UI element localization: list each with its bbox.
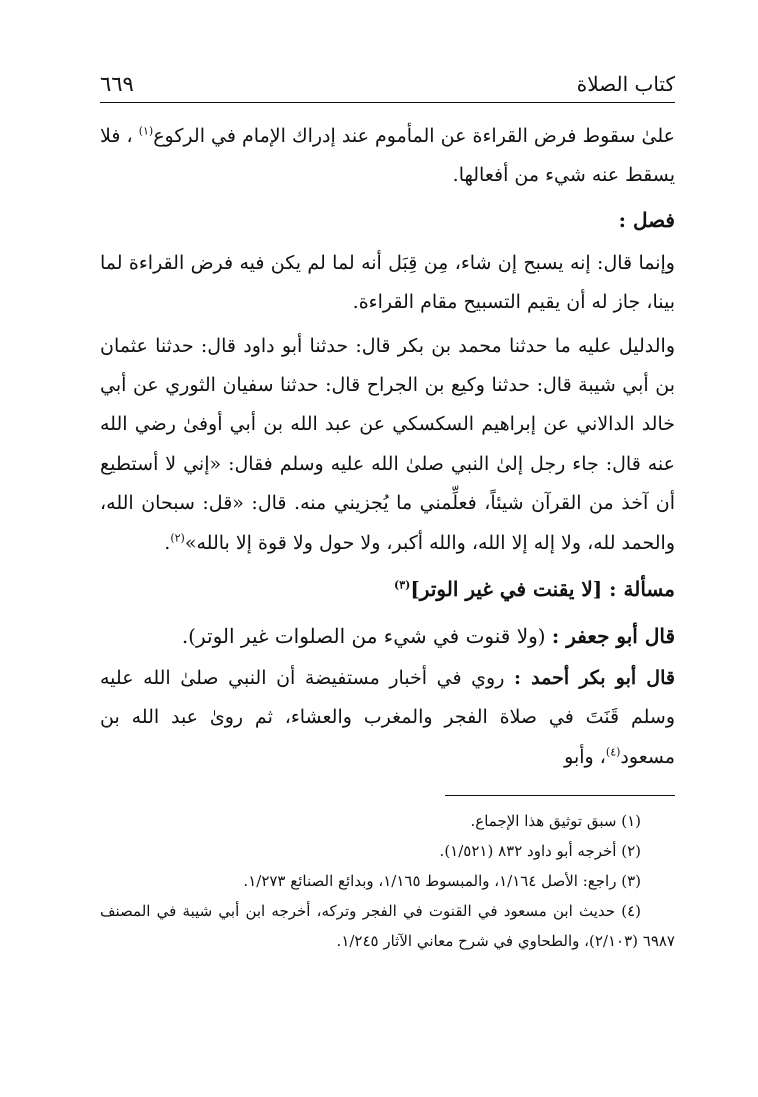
abu-jafar-line [100, 613, 675, 659]
abu-bakr-lead: قال أبو بكر أحمد : [514, 667, 675, 690]
paragraph-1-text-b: ، فلا يسقط عنه شيء من أفعالها. [100, 125, 675, 187]
footnote-ref-1: (١) [138, 124, 154, 138]
masala-heading [100, 565, 675, 613]
paragraph-3-text-b: . [164, 531, 171, 554]
footnotes [100, 806, 675, 956]
paragraph-3-text-a: والدليل عليه ما حدثنا محمد بن بكر قال: حدثنا أبو داود قال: حدثنا عثمان بن أبي شيبة قال: حدثنا وكيع بن الجراح قال: حدثنا سفيان الثوري عن أبي خالد الدالاني عن إبراهيم السكسكي عن عبد الله بن أبي أوفىٰ رضي الله عنه قال: جاء رجل إلىٰ النبي صلىٰ الله عليه وسلم فقال: «إني لا أستطيع أن آخذ من القرآن شيئاً، فعلِّمني ما يُجزيني منه. قال: «قل: سبحان الله، والحمد لله، ولا إله إلا الله، والله أكبر، ولا حول ولا قوة إلا بالله» [100, 334, 675, 554]
page-number: ٦٦٩ [100, 72, 134, 96]
footnote-ref-4: (٤) [605, 745, 621, 759]
abu-bakr-paragraph [100, 659, 675, 777]
footnote-1: (١) سبق توثيق هذا الإجماع. [470, 812, 641, 831]
footnote-divider [445, 795, 675, 796]
main-text [100, 117, 675, 777]
paragraph-1-text-a: علىٰ سقوط فرض القراءة عن المأموم عند إدراك الإمام في الركوع [153, 125, 675, 147]
book-page [100, 72, 675, 956]
footnote-4: (٤) حديث ابن مسعود في القنوت في الفجر وتركه، أخرجه ابن أبي شيبة في المصنف ٦٩٨٧ (٢/١٠٣)، والطحاوي في شرح معاني الآثار ١/٢٤٥. [100, 902, 675, 951]
fasl-heading: فصل : [618, 207, 675, 232]
footnote-ref-3: (٣) [393, 578, 411, 592]
masala-heading-text: مسألة : [لا يقنت في غير الوتر] [410, 577, 675, 602]
footnote-ref-2: (٢) [170, 531, 185, 545]
abu-jafar-text: (ولا قنوت في شيء من الصلوات غير الوتر). [181, 624, 546, 649]
footnote-3: (٣) راجع: الأصل ١/١٦٤، والمبسوط ١/١٦٥، وبدائع الصنائع ١/٢٧٣. [243, 872, 641, 891]
abu-bakr-text-b: ، وأبو [564, 745, 606, 768]
abu-jafar-lead: قال أبو جعفر : [551, 624, 675, 649]
chapter-title: كتاب الصلاة [576, 72, 675, 96]
abu-bakr-text-a: روي في أخبار مستفيضة أن النبي صلىٰ الله عليه وسلم قَنَتَ في صلاة الفجر والمغرب والعشاء، ثم روىٰ عبد الله بن مسعود [100, 667, 675, 768]
paragraph-3 [100, 327, 675, 563]
footnote-2: (٢) أخرجه أبو داود ٨٣٢ (١/٥٢١). [439, 842, 641, 861]
running-header [100, 72, 675, 103]
paragraph-2: وإنما قال: إنه يسبح إن شاء، مِن قِبَل أنه لما لم يكن فيه فرض القراءة لما بينا، جاز له أن يقيم التسبيح مقام القراءة. [100, 251, 675, 314]
paragraph-1 [100, 117, 675, 196]
